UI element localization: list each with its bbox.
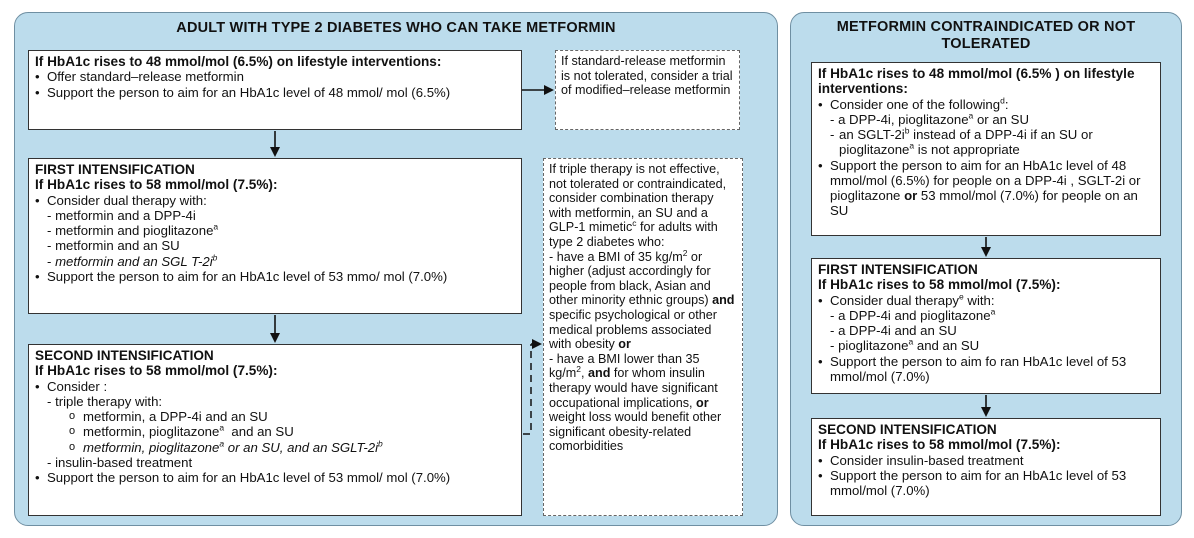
superscript-2: 2 <box>682 247 688 258</box>
triple-note-or1: or <box>618 337 631 352</box>
left-second-heading-1: SECOND INTENSIFICATION <box>35 348 214 363</box>
left-initial-heading: If HbA1c rises to 48 mmol/mol (6.5%) on lifestyle interventions: <box>35 54 442 69</box>
left-first-intensification-box: FIRST INTENSIFICATION If HbA1c rises to 58 mmol/mol (7.5%): • Consider dual therapy with: - metformin and a DPP-4i - metformin and pioglitazone$^a$ - metformin and an SU - metformin and an SGL $T-2i^b$ • Support the person to aim for an HbA1c level of 53 mmo/ mol (7.0%) <box>28 158 522 314</box>
triple-note-and2: and <box>588 366 611 381</box>
left-triple-option-3b: or an SU, and an SGLT-2i <box>227 439 379 455</box>
footnote-a: a <box>990 306 996 317</box>
circle-bullet: o <box>69 410 76 423</box>
right-initial-bullet-1: Consider one of the following <box>830 96 1001 112</box>
right-second-bullet-2: Support the person to aim for an HbA1c level of 53 mmol/mol (7.0%) <box>830 468 1127 499</box>
bullet: • <box>35 470 40 486</box>
bullet: • <box>35 84 40 100</box>
bullet: • <box>818 96 823 112</box>
left-first-bullet-1: Consider dual therapy with: <box>47 192 207 208</box>
left-second-sub-2: insulin-based treatment <box>55 454 193 470</box>
right-first-heading-2: If HbA1c rises to 58 mmol/mol (7.5%): <box>818 277 1061 293</box>
right-first-heading-1: FIRST INTENSIFICATION <box>818 262 978 277</box>
bullet: • <box>35 268 40 284</box>
right-first-option-3b: and an SU <box>916 338 980 354</box>
left-triple-option-2a: metformin, pioglitazone <box>83 424 220 440</box>
left-first-option-2: metformin and pioglitazone <box>55 223 214 239</box>
left-second-sub-1: triple therapy with: <box>55 394 163 410</box>
left-triple-option-2b: and an SU <box>231 424 294 440</box>
right-initial-option-2c: is not appropriate <box>917 142 1020 158</box>
footnote-a: a <box>219 438 225 449</box>
left-triple-option-1: metformin, a DPP-4i and an SU <box>83 409 268 425</box>
right-first-option-3a: pioglitazone <box>838 338 909 354</box>
bullet: • <box>35 69 40 85</box>
bullet: • <box>818 353 823 369</box>
right-second-bullet-1: Consider insulin-based treatment <box>830 452 1024 468</box>
right-initial-bullet-2a: Support the person to aim for an HbA1c level of 48 mmol/mol (6.5%) for people on a DPP-4i , SGLT-2i or pioglitazone <box>830 157 1141 204</box>
right-initial-heading: If HbA1c rises to 48 mmol/mol (6.5% ) on lifestyle interventions: <box>818 66 1135 97</box>
right-initial-option-1b: or an SU <box>976 112 1029 128</box>
left-initial-bullet-2: Support the person to aim for an HbA1c level of 48 mmol/ mol (6.5%) <box>47 84 451 100</box>
triple-note-bmi2: - have a BMI lower than 35 kg/m <box>549 351 700 381</box>
bullet: • <box>818 292 823 308</box>
right-first-option-1: a DPP-4i and pioglitazone <box>838 308 991 324</box>
triple-note-bmi2b: , <box>581 366 589 381</box>
bullet: • <box>818 452 823 468</box>
left-second-heading-2: If HbA1c rises to 58 mmol/mol (7.5%): <box>35 363 278 379</box>
right-initial-bullet-2b: 53 mmol/mol (7.0%) for people on an SU <box>830 188 1138 219</box>
left-first-option-3: metformin and an SU <box>55 238 180 254</box>
triple-note-bmi1: - have a BMI of 35 kg/m <box>549 249 683 264</box>
footnote-c: c <box>632 218 637 229</box>
right-second-heading-1: SECOND INTENSIFICATION <box>818 422 997 437</box>
triple-note-bmi1c: specific psychological or other medical problems associated with obesity <box>549 307 717 352</box>
right-initial-option-2a: an SGLT-2i <box>839 127 905 143</box>
left-initial-bullet-1: Offer standard–release metformin <box>47 69 244 85</box>
triple-note-p1b: for adults with type 2 diabetes who: <box>549 220 718 249</box>
right-first-intensification-box: FIRST INTENSIFICATION If HbA1c rises to 58 mmol/mol (7.5%): • Consider dual therapy$^e$ with: - a DPP-4i and pioglitazone$^a$ - a DPP-4i and an SU - pioglitazone$^a$ and an SU • Support the person to aim fo ran HbA1c level of 53 mmol/mol (7.0%) <box>811 258 1161 394</box>
right-panel-title: METFORMIN CONTRAINDICATED OR NOT TOLERATED <box>836 19 1136 52</box>
left-first-heading-2: If HbA1c rises to 58 mmol/mol (7.5%): <box>35 177 278 193</box>
superscript-2: 2 <box>576 364 582 375</box>
left-panel-title: ADULT WITH TYPE 2 DIABETES WHO CAN TAKE METFORMIN <box>176 20 616 36</box>
right-first-bullet-1a: Consider dual therapy <box>830 292 960 308</box>
footnote-a: a <box>908 337 914 348</box>
right-second-heading-2: If HbA1c rises to 58 mmol/mol (7.5%): <box>818 437 1061 453</box>
bullet: • <box>818 157 823 173</box>
footnote-a: a <box>909 141 915 152</box>
triple-note-or2: or <box>696 395 709 410</box>
footnote-a: a <box>213 221 219 232</box>
triple-note-bmi1b: or higher (adjust accordingly for people from black, Asian and other minority ethnic groups) <box>549 249 713 308</box>
left-triple-option-3a: metformin, pioglitazone <box>83 439 220 455</box>
left-first-bullet-2: Support the person to aim for an HbA1c level of 53 mmo/ mol (7.0%) <box>47 268 448 284</box>
right-initial-option-1a: a DPP-4i, pioglitazone <box>838 112 969 128</box>
triple-note-and1: and <box>712 293 735 308</box>
left-first-heading-1: FIRST INTENSIFICATION <box>35 162 195 177</box>
dashed-arrow-to-triple-note <box>523 344 531 434</box>
bullet: • <box>35 378 40 394</box>
right-initial-box: If HbA1c rises to 48 mmol/mol (6.5% ) on lifestyle interventions: • Consider one of the following$^d$: - a DPP-4i, pioglitazone$^a$ or an SU - an SGLT-$2i^b$ instead of a DPP-4i if an SU or pioglitazone$^a$ is not appropriate • Support the person to aim for an HbA1c level of 48 mmol/mol (6.5%) for people on a DPP-4i , SGLT-2i or pioglitazone or 53 mmol/mol (7.0%) for people on an SU <box>811 62 1161 236</box>
circle-bullet: o <box>69 440 76 453</box>
footnote-d: d <box>1000 95 1005 106</box>
triple-note-p1: If triple therapy is not effective, not tolerated or contraindicated, consider combination therapy with metformin, an SU and a GLP-1 mimetic <box>549 162 727 235</box>
bullet: • <box>35 192 40 208</box>
footnote-e: e <box>959 291 964 302</box>
footnote-b: b <box>904 125 910 136</box>
left-first-option-4: metformin and an SGL T-2i <box>55 253 213 269</box>
left-first-option-1: metformin and a DPP-4i <box>55 208 196 224</box>
footnote-a: a <box>219 423 225 434</box>
triple-note-bmi2c: for whom insulin therapy would have significant occupational implications, <box>549 366 718 410</box>
left-second-intensification-box: SECOND INTENSIFICATION If HbA1c rises to 58 mmol/mol (7.5%): • Consider : - triple therapy with: o metformin, a DPP-4i and an SU o metformin, pioglitazone$^a$ and an SU o metformin, pioglitazone$^a$ or an SU, and an SGLT-$2i^b$ - insulin-based treatment • Support the person to aim for an HbA1c level of 53 mmol/ mol (7.0%) <box>28 344 522 516</box>
left-second-bullet-1: Consider : <box>47 378 108 394</box>
modified-release-note-text: If standard-release metformin is not tolerated, consider a trial of modified–release metformin <box>561 54 733 98</box>
right-first-bullet-2: Support the person to aim fo ran HbA1c level of 53 mmol/mol (7.0%) <box>830 353 1127 384</box>
footnote-b: b <box>378 438 383 449</box>
left-second-bullet-2: Support the person to aim for an HbA1c level of 53 mmol/ mol (7.0%) <box>47 470 451 486</box>
footnote-b: b <box>212 252 218 263</box>
footnote-a: a <box>968 110 974 121</box>
right-initial-option-2b: instead of a DPP-4i if an SU or pioglitazone <box>839 127 1093 158</box>
right-first-bullet-1b: with: <box>963 292 995 308</box>
right-initial-bullet-2-or: or <box>904 188 918 204</box>
circle-bullet: o <box>69 425 76 438</box>
right-first-option-2: a DPP-4i and an SU <box>838 323 957 339</box>
bullet: • <box>818 468 823 484</box>
triple-note-bmi2d: weight loss would benefit other significant obesity-related comorbidities <box>549 410 722 454</box>
